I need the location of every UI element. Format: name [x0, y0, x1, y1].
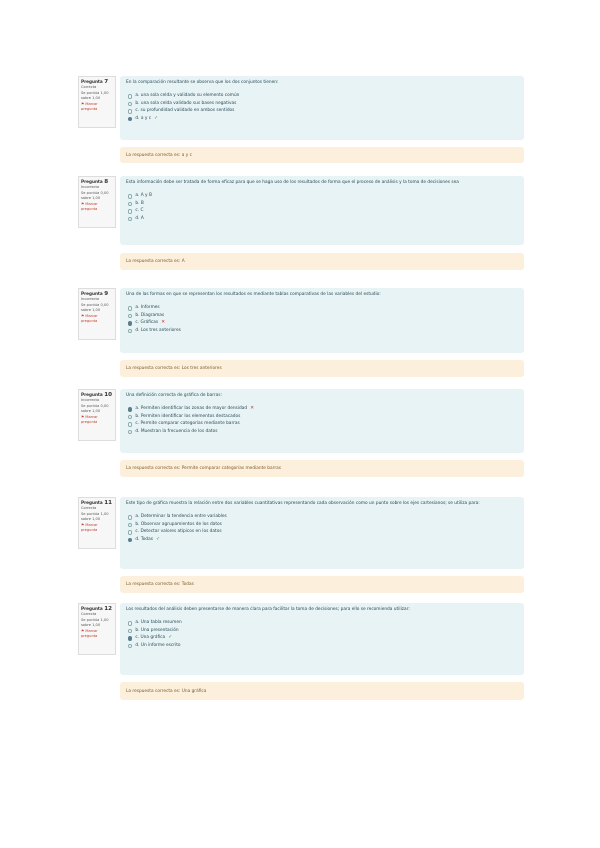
radio-button-selected[interactable] — [128, 321, 132, 325]
question-text: Este tipo de gráfica muestra la relación entre dos variables cuantitativas representando cada observación como un punto sobre los ejes cartesianos; se utiliza para: — [126, 501, 480, 506]
question-text: Una de las formas en que se representan los resultados es mediante tablas comparativas de las variables del estudio: — [126, 292, 381, 297]
question-state: Correcta — [81, 85, 97, 90]
question-marks: Se puntúa 1,00 sobre 1,00 — [81, 617, 109, 628]
question-number: Pregunta 7 — [81, 79, 109, 85]
answer-option[interactable] — [128, 635, 518, 643]
question-content — [120, 176, 524, 245]
answer-option[interactable] — [128, 100, 518, 108]
question-marks: Se puntúa 0,00 sobre 1,00 — [81, 190, 109, 201]
question-content — [120, 288, 524, 353]
answer-option[interactable] — [128, 320, 518, 328]
radio-button[interactable] — [128, 102, 132, 106]
question-state: Incorrecta — [81, 185, 100, 190]
radio-button[interactable] — [128, 209, 132, 213]
option-label: b. Observar agrupamientos de los datos — [135, 521, 222, 527]
answer-option[interactable] — [128, 627, 518, 635]
question-content — [120, 389, 524, 453]
option-label: b. Una presentación — [135, 627, 179, 633]
flag-question-link[interactable]: ⚑ Marcar pregunta — [81, 522, 98, 533]
flag-question-link[interactable]: ⚑ Marcar pregunta — [81, 201, 98, 212]
question-content — [120, 603, 524, 675]
flag-question-link[interactable]: ⚑ Marcar pregunta — [81, 414, 98, 425]
radio-button[interactable] — [128, 515, 132, 519]
radio-button[interactable] — [128, 523, 132, 527]
question-marks: Se puntúa 1,00 sobre 1,00 — [81, 90, 109, 101]
option-label: a. Una tabla resumen — [135, 620, 182, 626]
answer-option[interactable] — [128, 312, 518, 320]
option-label: c. Permite comparar categorías mediante barras — [135, 421, 240, 427]
option-label: a. Determinar la tendencia entre variables — [135, 514, 227, 520]
answer-option[interactable] — [128, 108, 518, 116]
answer-option[interactable] — [128, 327, 518, 335]
answer-option[interactable] — [128, 642, 518, 650]
question-number: Pregunta 10 — [81, 392, 113, 398]
feedback-box: La respuesta correcta es: Permite comparar categorías mediante barras — [120, 460, 524, 477]
answer-option[interactable] — [128, 536, 518, 544]
option-label: a. una sola celda y validado su elemento común — [135, 93, 240, 99]
question-marks: Se puntúa 0,00 sobre 1,00 — [81, 302, 109, 313]
answer-option[interactable] — [128, 421, 518, 429]
option-label: a. A y B — [135, 193, 152, 199]
cross-icon: ✕ — [161, 320, 166, 326]
question-state: Incorrecta — [81, 297, 100, 302]
option-label: d. Los tres anteriores — [135, 327, 181, 333]
question-number: Pregunta 9 — [81, 291, 109, 297]
answer-option[interactable] — [128, 406, 518, 414]
option-label: c. su profundidad validado en ambos sentidos — [135, 108, 235, 114]
radio-button[interactable] — [128, 202, 132, 206]
cross-icon: ✕ — [250, 406, 255, 412]
question-number: Pregunta 12 — [81, 606, 113, 612]
question-text: Los resultados del análisis deben presentarse de manera clara para facilitar la toma de decisiones; para ello se recomienda utilizar: — [126, 607, 410, 612]
radio-button[interactable] — [128, 329, 132, 333]
radio-button[interactable] — [128, 217, 132, 221]
option-label: a. Informes — [135, 305, 160, 311]
feedback-box: La respuesta correcta es: Una gráfica — [120, 682, 524, 700]
answer-option[interactable] — [128, 428, 518, 436]
radio-button-selected[interactable] — [128, 117, 132, 121]
radio-button[interactable] — [128, 621, 132, 625]
answer-option[interactable] — [128, 413, 518, 421]
question-text: Esta información debe ser tratada de forma eficaz para que se haga uso de los resultados de forma que el proceso de análisis y la toma de decisiones sea — [126, 180, 459, 185]
question-text: En la comparación resultante se observa que los dos conjuntos tienen: — [126, 80, 279, 85]
question-info — [78, 603, 116, 655]
question-number: Pregunta 8 — [81, 179, 109, 185]
feedback-box: La respuesta correcta es: a y c — [120, 147, 524, 163]
check-icon: ✓ — [168, 635, 173, 641]
check-icon: ✓ — [155, 536, 161, 542]
option-label: d. Un informe escrito — [135, 642, 181, 648]
question-info — [78, 389, 116, 441]
feedback-box: La respuesta correcta es: Todas — [120, 576, 524, 593]
option-label: b. una sola celda validado sus bases negativas — [135, 100, 237, 106]
option-label: c. Gráficas — [135, 320, 159, 326]
radio-button[interactable] — [128, 94, 132, 98]
question-content — [120, 497, 524, 569]
answer-option[interactable] — [128, 193, 518, 201]
question-info — [78, 176, 116, 228]
answer-option[interactable] — [128, 200, 518, 208]
question-state: Correcta — [81, 506, 97, 511]
option-label: c. Una gráfica — [135, 635, 166, 641]
answer-option[interactable] — [128, 115, 518, 123]
answer-option[interactable] — [128, 215, 518, 223]
option-label: b. B — [135, 200, 144, 206]
question-info — [78, 288, 116, 340]
answer-option[interactable] — [128, 620, 518, 628]
question-state: Incorrecta — [81, 398, 100, 403]
option-label: d. A — [135, 215, 144, 221]
option-label: c. C — [135, 208, 144, 214]
option-label: d. Todas — [135, 536, 153, 542]
feedback-box: La respuesta correcta es: Los tres anteriores — [120, 360, 524, 377]
check-icon: ✓ — [154, 115, 159, 121]
radio-button[interactable] — [128, 644, 132, 648]
question-number: Pregunta 11 — [81, 500, 113, 506]
answer-option[interactable] — [128, 305, 518, 313]
answer-option[interactable] — [128, 514, 518, 522]
radio-button-selected[interactable] — [128, 538, 132, 542]
question-info — [78, 497, 116, 549]
answer-option[interactable] — [128, 529, 518, 537]
radio-button[interactable] — [128, 629, 132, 633]
radio-button[interactable] — [128, 306, 132, 310]
radio-button[interactable] — [128, 194, 132, 198]
answer-option[interactable] — [128, 208, 518, 216]
radio-button-selected[interactable] — [128, 636, 132, 640]
question-marks: Se puntúa 0,00 sobre 1,00 — [81, 403, 109, 414]
answer-option[interactable] — [128, 93, 518, 101]
option-label: b. Permiten identificar los elementos destacados — [135, 413, 241, 419]
feedback-box: La respuesta correcta es: A — [120, 253, 524, 270]
question-info — [78, 76, 116, 128]
radio-button[interactable] — [128, 422, 132, 426]
radio-button[interactable] — [128, 109, 132, 113]
flag-question-link[interactable]: ⚑ Marcar pregunta — [81, 313, 98, 324]
radio-button[interactable] — [128, 430, 132, 434]
question-state: Correcta — [81, 612, 97, 617]
question-content — [120, 76, 524, 140]
question-marks: Se puntúa 1,00 sobre 1,00 — [81, 511, 109, 522]
option-label: d. Muestran la frecuencia de los datos — [135, 428, 218, 434]
flag-question-link[interactable]: ⚑ Marcar pregunta — [81, 628, 98, 639]
radio-button[interactable] — [128, 314, 132, 318]
flag-question-link[interactable]: ⚑ Marcar pregunta — [81, 101, 98, 112]
question-text: Una definición correcta de gráfica de barras: — [126, 393, 222, 398]
option-label: b. Diagramas — [135, 312, 165, 318]
option-label: c. Detectar valores atípicos en los datos — [135, 529, 222, 535]
option-label: d. a y c — [135, 115, 152, 121]
radio-button-selected[interactable] — [128, 407, 132, 411]
option-label: a. Permiten identificar las zonas de mayor densidad — [135, 406, 248, 412]
radio-button[interactable] — [128, 530, 132, 534]
radio-button[interactable] — [128, 415, 132, 419]
answer-option[interactable] — [128, 521, 518, 529]
